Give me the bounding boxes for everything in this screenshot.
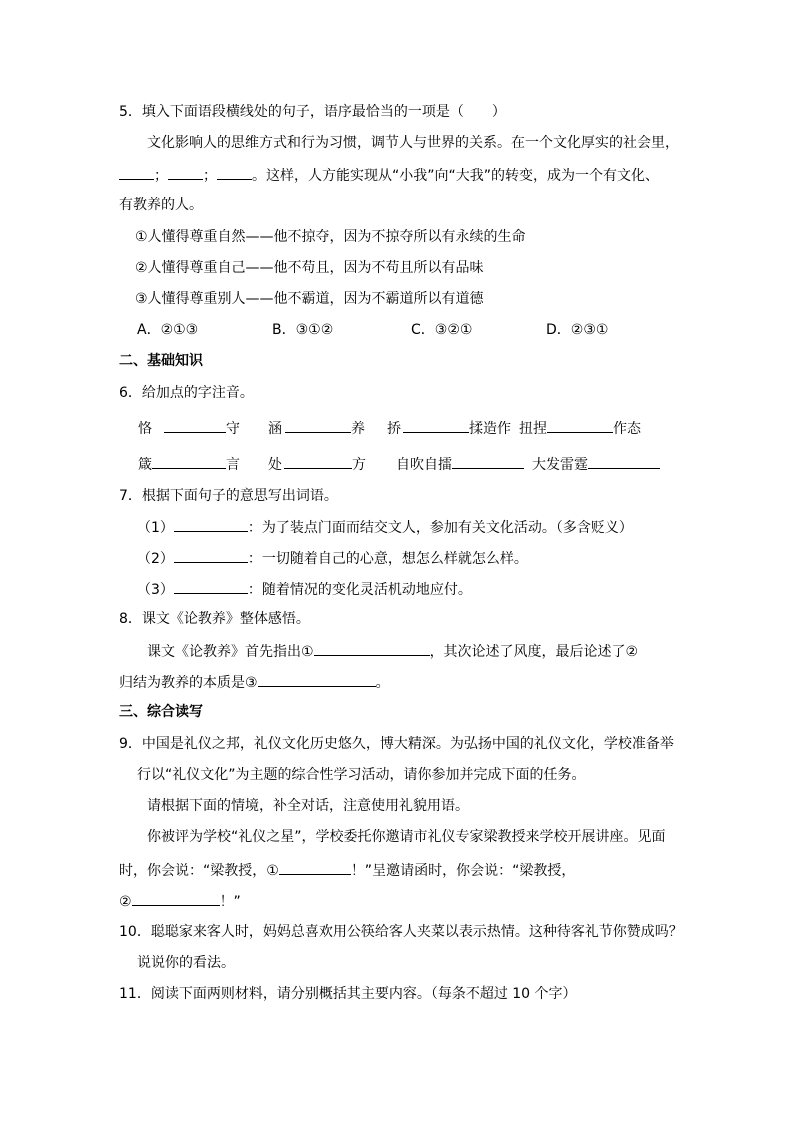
blank[interactable] xyxy=(119,164,154,180)
item-number: （2） xyxy=(137,551,174,567)
word-part: 作态 xyxy=(613,421,641,437)
separator: ； xyxy=(154,168,168,184)
section-heading-basic: 二、基础知识 xyxy=(119,353,203,369)
word-part: 涵 xyxy=(268,421,282,437)
word-part: 自吹自擂 xyxy=(396,457,452,473)
blank[interactable] xyxy=(217,164,252,180)
item-text: ：随着情况的变化灵活机动地应付。 xyxy=(247,582,472,598)
answer-blank[interactable] xyxy=(279,859,351,875)
q9-line6 xyxy=(119,890,241,912)
q7-item-3 xyxy=(137,578,472,600)
q8-stem: 8．课文《论教养》整体感悟。 xyxy=(119,611,310,627)
blank[interactable] xyxy=(168,164,203,180)
q9-line5 xyxy=(119,859,575,881)
section-heading-comprehensive: 三、综合读写 xyxy=(119,704,203,720)
q5-option-a[interactable]: A．②①③ xyxy=(137,322,199,338)
q7-item-1 xyxy=(137,516,633,538)
answer-blank[interactable] xyxy=(174,547,248,563)
item-text: ：为了装点门面而结交文人，参加有关文化活动。（多含贬义） xyxy=(247,520,633,536)
text: ，其次论述了风度，最后论述了② xyxy=(429,644,639,660)
q7-item-2 xyxy=(137,547,528,569)
separator: ； xyxy=(203,168,217,184)
passage-text: 。这样，人方能实现从“小我”向“大我”的转变，成为一个有文化、 xyxy=(252,168,660,184)
q5-passage-line1: 文化影响人的思维方式和行为习惯，调节人与世界的关系。在一个文化厚实的社会里， xyxy=(147,135,679,151)
text: ！” xyxy=(219,894,241,910)
word-part: 大发雷霆 xyxy=(532,457,588,473)
pinyin-blank[interactable] xyxy=(284,453,352,469)
q8-line1 xyxy=(147,640,638,662)
q7-stem: 7．根据下面句子的意思写出词语。 xyxy=(119,488,338,504)
word-part: 处 xyxy=(268,457,282,473)
answer-blank[interactable] xyxy=(174,516,248,532)
text: 课文《论教养》首先指出① xyxy=(147,644,314,660)
q6-stem: 6．给加点的字注音。 xyxy=(119,385,254,401)
item-text: ：一切随着自己的心意，想怎么样就怎么样。 xyxy=(247,551,528,567)
q5-item-1: ①人懂得尊重自然——他不掠夺，因为不掠夺所以有永续的生命 xyxy=(135,229,526,245)
q5-option-d[interactable]: D．②③① xyxy=(546,322,609,338)
q5-item-3: ③人懂得尊重别人——他不霸道，因为不霸道所以有道德 xyxy=(135,291,484,307)
q9-line3: 请根据下面的情境，补全对话，注意使用礼貌用语。 xyxy=(147,798,469,814)
q5-option-b[interactable]: B．③①② xyxy=(272,322,334,338)
text: 。 xyxy=(375,675,390,691)
text: 时，你会说：“梁教授，① xyxy=(119,863,279,879)
q9-line4: 你被评为学校“礼仪之星”，学校委托你邀请市礼仪专家梁教授来学校开展讲座。见面 xyxy=(147,829,666,845)
q9-line2: 行以“礼仪文化”为主题的综合性学习活动，请你参加并完成下面的任务。 xyxy=(137,767,586,783)
word-part: 箴 xyxy=(138,457,152,473)
word-part: 言 xyxy=(226,457,240,473)
word-part: 扭捏 xyxy=(519,421,547,437)
text: 归结为教养的本质是③ xyxy=(119,675,258,691)
item-number: （1） xyxy=(137,520,174,536)
pinyin-blank[interactable] xyxy=(285,417,351,433)
word-part: 养 xyxy=(351,421,365,437)
pinyin-blank[interactable] xyxy=(152,453,226,469)
q10-line1: 10．聪聪家来客人时，妈妈总喜欢用公筷给客人夹菜以表示热情。这种待客礼节你赞成吗？ xyxy=(119,924,683,940)
pinyin-blank[interactable] xyxy=(164,417,226,433)
q5-option-c[interactable]: C．③②① xyxy=(411,322,473,338)
pinyin-blank[interactable] xyxy=(547,417,613,433)
q5-passage-line2 xyxy=(119,164,659,186)
pinyin-blank[interactable] xyxy=(403,417,469,433)
q11-line1: 11．阅读下面两则材料，请分别概括其主要内容。（每条不超过 10 个字） xyxy=(119,986,577,1002)
text: ② xyxy=(119,894,132,910)
word-part: 挢 xyxy=(387,421,401,437)
q5-passage-line3: 有教养的人。 xyxy=(119,197,203,213)
pinyin-blank[interactable] xyxy=(452,453,524,469)
word-part: 恪 xyxy=(138,421,152,437)
q5-stem: 5．填入下面语段横线处的句子，语序最恰当的一项是（ ） xyxy=(119,104,506,120)
q8-line2 xyxy=(119,671,390,693)
pinyin-blank[interactable] xyxy=(588,453,660,469)
answer-blank[interactable] xyxy=(174,578,248,594)
text: ！”呈邀请函时，你会说：“梁教授， xyxy=(350,863,576,879)
q9-line1: 9．中国是礼仪之邦，礼仪文化历史悠久，博大精深。为弘扬中国的礼仪文化，学校准备举 xyxy=(119,736,674,752)
answer-blank[interactable] xyxy=(258,671,376,687)
q6-row1 xyxy=(138,417,641,439)
item-number: （3） xyxy=(137,582,174,598)
q5-item-2: ②人懂得尊重自己——他不苟且，因为不苟且所以有品味 xyxy=(135,260,484,276)
q6-row2 xyxy=(138,453,660,475)
word-part: 守 xyxy=(226,421,240,437)
word-part: 方 xyxy=(352,457,366,473)
q10-line2: 说说你的看法。 xyxy=(137,955,235,971)
answer-blank[interactable] xyxy=(314,640,430,656)
word-part: 揉造作 xyxy=(469,421,511,437)
answer-blank[interactable] xyxy=(132,890,220,906)
